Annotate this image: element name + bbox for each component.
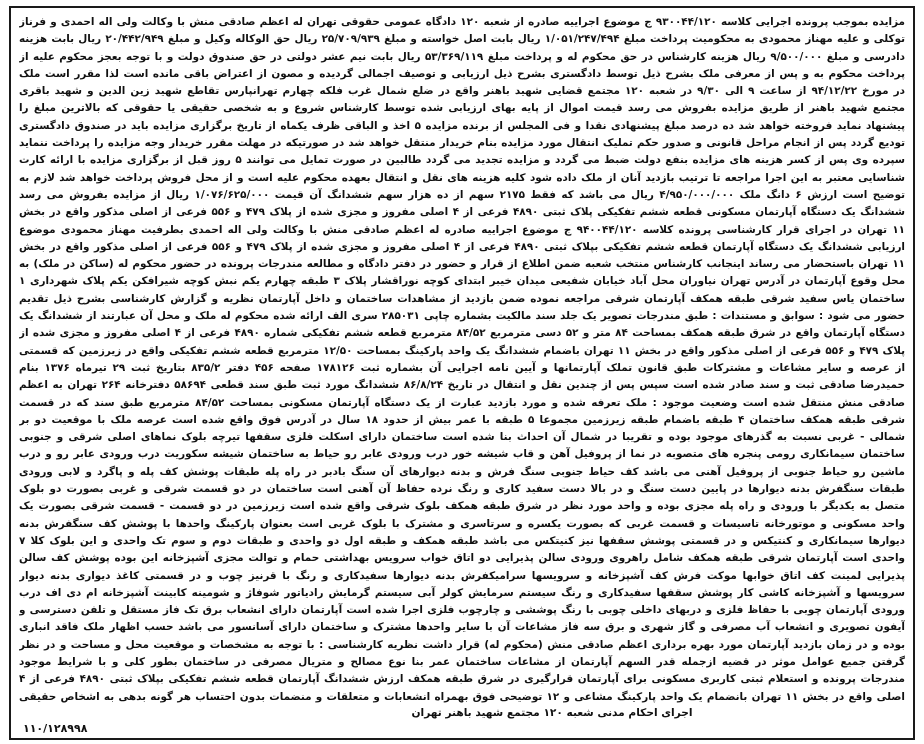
legal-notice <box>9 6 915 740</box>
notice-signature <box>19 706 905 720</box>
notice-body-text: مزایده بموجب پرونده اجرایی کلاسه ۹۳۰۰۴۴/۱۲۰ ج موضوع اجراییه صادره از شعبه ۱۲۰ دادگاه عمومی حقوقی تهران له اعظم صادقی منش با وکالت ولی اله احمدی و فرناز توکلی و علیه مهناز محمودی به محکومیت پرداخت مبلغ ۱/۰۵۱/۲۴۷/۴۹۴ ریال بابت اصل خواسته و مبلغ ۲۵/۷۰۹/۹۳۹ ریال حق الوکاله وکیل و مبلغ ۲۰/۴۴۲/۹۴۹ ریال بابت هزینه دادرسی و مبلغ ۹/۵۰۰/۰۰۰ ریال هزینه کارشناس در حق محکوم له و پرداخت مبلغ ۵۳/۳۶۹/۱۱۹ ریال بابت نیم عشر دولتی در حق صندوق دولت و با توجه بعجز محکوم علیه از پرداخت محکوم به و پس از معرفی ملک بشرح ذیل توسط دادگستری بشرح ذیل ارزیابی و توصیف اجمالی گردیده و مصون از اعتراض باقی مانده است لذا مقرر است ملک در مورخ ۹۴/۱۲/۲۲ از ساعت ۹ الی ۹/۳۰ در شعبه ۱۲۰ مجتمع قضایی شهید باهنر واقع در ضلع شمال غرب فلکه چهارم تهرانپارس تقاطع شهید زین الدین و شهید باقری مجتمع شهید باهنر از طریق مزایده بفروش می رسد قیمت اموال از پایه بهای ارزیابی شده توسط کارشناس شروع و به شخصی حقیقی یا حقوقی که بالاترین مبلغ را پیشنهاد نماید فروخته خواهد شد ده درصد مبلغ پیشنهادی نقدا و فی المجلس از برنده مزایده ۵ اخذ و الباقی ظرف یکماه از تاریخ برگزاری مزایده باید در صندوق دادگستری تودیع گردد پس از انجام مراحل قانونی و صدور حکم تملیک انتقال مورد مزایده بنام خریدار منتقل خواهد شد در صورتیکه در مهلت مقرر خریدار وجه مزایده را پرداخت ننماید سپرده وی پس از کسر هزینه های مزایده بنفع دولت ضبط می گردد و مزایده تجدید می گردد طالبین در صورت تمایل می توانند ۵ روز قبل از برگزاری مزایده با ارائه کارت شناسایی معتبر به این اجرا مراجعه تا ترتیب بازدید آنان از ملک داده شود کلیه هزینه های نقل و انتقال بعهده محکوم علیه است و از محل فروش پرداخت خواهد شد لازم به توضیح است ارزش ۶ دانگ ملک ۴/۹۵۰/۰۰۰/۰۰۰ ریال می باشد که فقط ۲۱۷۵ سهم از ده هزار سهم ششدانگ آن قیمت ۱/۰۷۶/۶۲۵/۰۰۰ ریال از مزایده بفروش می رسد ششدانگ یک دستگاه آپارتمان مسکونی قطعه ششم تفکیکی پلاک ثبتی ۴۸۹۰ فرعی از ۴ اصلی مفروز و مجزی شده از پلاک ۴۷۹ و ۵۵۶ فرعی از اصلی مذکور واقع در بخش ۱۱ تهران در اجرای قرار کارشناسی پرونده کلاسه ۹۴۰۰۴۴/۱۲۰ ج موضوع اجراییه صادره له اعظم صادقی منش با وکالت ولی اله احمدی بطرفیت مهناز محمودی موضوع ارزیابی ششدانگ یک دستگاه آپارتمان قطعه ششم تفکیکی بپلاک ثبتی ۴۸۹۰ فرعی از ۴ اصلی مفروز و مجزی شده از پلاک ۴۷۹ و ۵۵۶ فرعی از اصلی مذکور واقع در بخش ۱۱ تهران باستحضار می رساند اینجانب کارشناس منتخب شعبه ضمن اطلاع از قرار و حضور در دفتر دادگاه و مطالعه مندرجات پرونده در حضور محکوم له (ساکن در ملک) به محل وقوع آپارتمان در آدرس تهران نیاوران محل آباد خیابان شفیعی میدان خیبر ابتدای کوچه نوراقشار پلاک ۳ طبقه چهارم یکم نبش کوچه شیرافکن یکم پلاک شهرداری ۱ ساختمان یاس سفید شرقی طبقه همکف آپارتمان شرقی مراجعه نموده ضمن بازدید از مشاهدات ساختمان و داخل آپارتمان نظریه و گزارش کارشناسی بشرح ذیل تقدیم حضور می شود : سوابق و مستندات : طبق مندرجات تصویر یک جلد سند مالکیت بشماره چاپی ۲۸۵۰۳۱ سری الف ارائه شده محکوم له ملک و محل آن عبارتند از ششدانگ یک دستگاه آپارتمان واقع در شرق طبقه همکف بمساحت ۸۴ متر و ۵۲ دسی مترمربع ۸۴/۵۲ مترمربع قطعه ششم تفکیکی شماره ۴۸۹۰ فرعی از ۴ اصلی مفروز و مجزی شده از پلاک ۴۷۹ و ۵۵۶ فرعی از اصلی مذکور واقع در بخش ۱۱ تهران باضمام ششدانگ یک واحد پارکینگ بمساحت ۱۲/۵۰ مترمربع قطعه ششم تفکیکی واقع در زیرزمین که قسمتی از عرصه و سایر مشاعات و مشترکات طبق قانون تملک آپارتمانها و آیین نامه اجرایی آن بشماره ثبت ۱۷۸۱۲۶ صفحه ۴۵۶ دفتر ۸۳۵/۲ بتاریخ ثبت ۲۹ تیرماه ۱۳۷۶ بنام حمیدرضا صادقی ثبت و سند صادر شده است سپس پس از چندین نقل و انتقال در تاریخ ۸۶/۸/۲۴ ششدانگ مورد ثبت طبق سند قطعی ۵۸۶۹۴ دفترخانه ۲۶۴ تهران به اعظم صادقی منش منتقل شده است وضعیت موجود : ملک تعرفه شده و مورد بازدید عبارت از یک دستگاه آپارتمان مسکونی بمساحت ۸۴/۵۲ مترمربع طبق سند که در قسمت شرقی طبقه همکف ساختمان ۴ طبقه باضمام طبقه زیرزمین مجموعا ۵ طبقه با عمر بیش از حدود ۱۸ سال در آدرس فوق واقع شده است عرصه ملک با موقعیت دو بر شمالی - غربی نسبت به گذرهای موجود بوده و تقریبا در شمال آن احداث بنا شده است ساختمان دارای اسکلت فلزی سقفها تیرچه بلوک نماهای اصلی شرقی و جنوبی ساختمان سیمانکاری رومی پنجره های متصوبه در نما از پروفیل آهن و قاب شیشه خور درب ورودی عابر رو حیاط به ساختمان شیشه سکوریت درب ورودی عابر رو و درب ماشین رو حیاط جنوبی از پروفیل آهنی می باشد کف حیاط جنوبی سنگ فرش و بدنه دیوارهای آن سنگ بادبر در راه پله طبقات پوشش کف پله و پاگرد و لابی ورودی طبقات سنگفرش بدنه دیوارها در پایین دست سنگ و در بالا دست سفید کاری و رنگ نرده حفاظ آن آهنی است ساختمان در دو قسمت شرقی و غربی بصورت دو بلوک متصل به یکدیگر با ورودی و راه پله مجزی بوده و واحد مورد نظر در شرق طبقه همکف بلوک شرقی واقع شده است زیرزمین در دو قسمت - قسمت شرقی بصورت یک واحد مسکونی و موتورخانه تاسیسات و قسمت غربی که بصورت یکسره و سرتاسری و مشترک با بلوک غربی است بعنوان پارکینگ واحدها با پوشش کف سنگفرش بدنه دیوارها سیمانکاری و کنتیکس و در قسمتی پوشش سقفها نیز کنیتکس می باشد طبقه همکف و طبقه اول دو واحدی و طبقات دوم و سوم تک واحدی و این بلوک کلا ۷ واحدی است آپارتمان شرقی طبقه همکف شامل راهروی ورودی سالن پذیرایی دو اتاق خواب سرویس بهداشتی حمام و توالت مجزی آشپزخانه این بوده پوشش کف سالن پذیرایی لمینت کف اتاق خوابها موکت فرش کف آشپزخانه و سرویسها سرامیکفرش بدنه دیوارها سفیدکاری و رنگ با قرنیز چوب و در قسمتی کاغذ دیواری بدنه دیوار سرویسها و آشپزخانه کاشی کار پوشش سقفها سفیدکاری و رنگ سیستم سرمایش کولر آبی سیستم گرمایش رادیاتور شوفاژ و شومینه کابینت آشپزخانه ام دی اف درب ورودی آپارتمان چوبی با حفاظ فلزی و دربهای داخلی چوبی با رنگ پوششی و چارچوب فلزی اجرا شده است آپارتمان دارای انشعاب برق تک فاز مستقل و تلفن دسترسی و آیفون تصویری و انشعاب آب مصرفی و گاز شهری و برق سه فاز مشاعات آن با سایر واحدها مشترک و ساختمان دارای آسانسور می باشد حسب اظهار ملک فاقد انباری بوده و در زمان بازدید آپارتمان مورد بهره برداری اعظم صادقی منش (محکوم له) قرار داشت نظریه کارشناسی : با توجه به مشخصات و موقعیت محل و مساحت و در نظر گرفتن جمیع عوامل موثر در قضیه ازجمله قدر السهم آپارتمان از مشاعات ساختمان عمر بنا نوع مصالح و متریال مصرفی در ساختمان بطور کلی و با شرایط موجود مندرجات پرونده و استعلام ثبتی کاربری مسکونی برای آپارتمان قرارگیری در شرق طبقه همکف ارزش ششدانگ آپارتمان قطعه ششم تفکیکی بپلاک ثبتی ۴۸۹۰ فرعی از ۴ اصلی واقع در بخش ۱۱ تهران بانضمام یک واحد پارکینگ مشاعی و ۱۲ توضیحی فوق بهمراه انشعابات و متعلقات و منضمات بدون احتساب هر گونه بدهی به اشخاص حقیقی <box>19 16 905 703</box>
signature-text: اجرای احکام مدنی شعبه ۱۲۰ مجتمع شهید باهنر تهران <box>411 707 693 719</box>
notice-number: ۱۱۰/۱۲۸۹۹۸ <box>23 722 88 735</box>
